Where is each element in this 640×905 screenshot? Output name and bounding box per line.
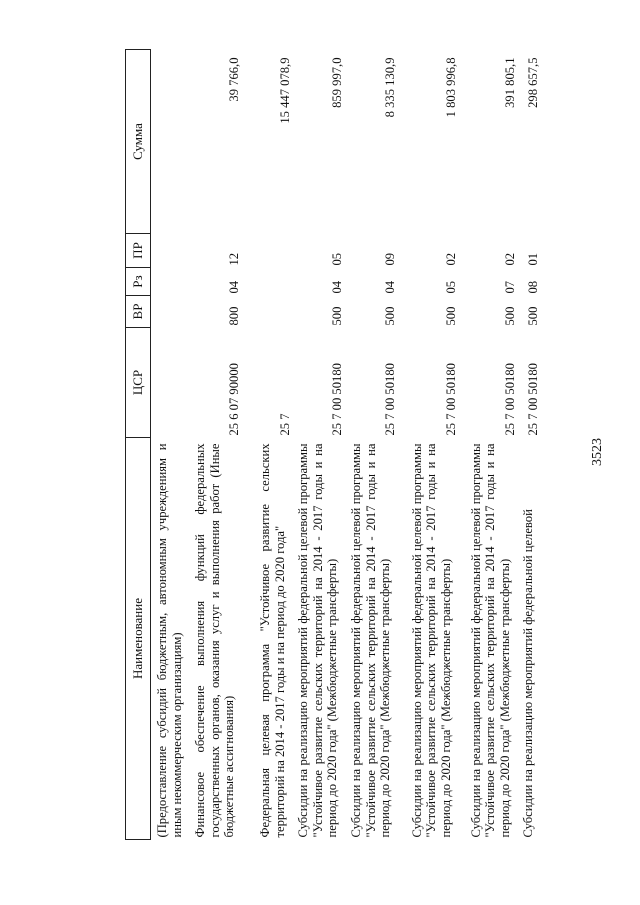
cell-rz: 08 <box>526 280 541 294</box>
cell-csr: 25 7 00 50180 <box>526 363 541 436</box>
cell-sum: 1 803 996,8 <box>443 57 458 118</box>
cell-vr: 500 <box>502 306 517 326</box>
cell-vr <box>151 296 190 328</box>
cell-csr: 25 7 <box>277 413 292 436</box>
cell-sum <box>151 50 190 234</box>
cell-vr: 500 <box>330 306 345 326</box>
row-spacer <box>398 50 406 840</box>
cell-name: Финансовое обеспечение выполнения функций федеральных государственных органов, оказания услуг и выполнения работ (Иные бюджетные ассигнования) <box>193 443 237 838</box>
header-row <box>126 50 151 840</box>
cell-vr: 500 <box>443 306 458 326</box>
table-header <box>126 50 151 840</box>
cell-sum: 298 657,5 <box>526 57 541 108</box>
cell-csr: 25 7 00 50180 <box>383 363 398 436</box>
header-sum: Сумма <box>126 50 151 234</box>
table-row <box>151 50 190 840</box>
budget-allocation-table <box>125 49 541 840</box>
header-csr: ЦСР <box>126 328 151 438</box>
table-row <box>254 50 292 840</box>
cell-rz: 04 <box>227 280 242 294</box>
cell-name: Субсидии на реализацию мероприятий федеральной целевой программы "Устойчивое развитие сельских территорий на 2014 - 2017 годы и на период до 2020 года" (Межбюджетные трансферты) <box>468 443 512 838</box>
header-name: Наименование <box>126 438 151 840</box>
cell-sum: 8 335 130,9 <box>383 57 398 118</box>
cell-rz: 07 <box>502 280 517 294</box>
header-pr: ПР <box>126 234 151 268</box>
cell-sum: 859 997,0 <box>330 57 345 108</box>
cell-pr: 02 <box>502 252 517 266</box>
table-row <box>292 50 345 840</box>
cell-pr: 02 <box>443 252 458 266</box>
budget-table-sheet <box>125 50 625 840</box>
row-spacer-cell <box>242 50 254 840</box>
cell-sum: 15 447 078,9 <box>277 57 292 124</box>
header-rz: Рз <box>126 268 151 296</box>
cell-pr <box>254 234 292 268</box>
cell-name: (Предоставление субсидий бюджетным, автономным учреждениям и иным некоммерческим организациям) <box>155 443 184 838</box>
cell-name: Федеральная целевая программа "Устойчивое развитие сельских территорий на 2014 - 2017 годы и на период до 2020 года" <box>257 443 287 838</box>
cell-name: Субсидии на реализацию мероприятий федеральной целевой программы "Устойчивое развитие сельских территорий на 2014 - 2017 годы и на период до 2020 года" (Межбюджетные трансферты) <box>348 443 393 838</box>
table-body <box>151 50 541 840</box>
table-row <box>345 50 398 840</box>
cell-rz <box>254 268 292 296</box>
cell-name: Субсидии на реализацию мероприятий федеральной целевой программы "Устойчивое развитие сельских территорий на 2014 - 2017 годы и на период до 2020 года" (Межбюджетные трансферты) <box>409 443 453 838</box>
cell-csr: 25 7 00 50180 <box>502 363 517 436</box>
table-row <box>406 50 459 840</box>
table-row <box>189 50 242 840</box>
header-vr: ВР <box>126 296 151 328</box>
row-spacer-cell <box>398 50 406 840</box>
cell-rz <box>151 268 190 296</box>
cell-pr: 09 <box>383 252 398 266</box>
cell-name: Субсидии на реализацию мероприятий федеральной целевой программы "Устойчивое развитие сельских территорий на 2014 - 2017 годы и на период до 2020 года" (Межбюджетные трансферты) <box>296 443 340 838</box>
row-spacer <box>242 50 254 840</box>
cell-csr: 25 6 07 90000 <box>227 363 242 436</box>
cell-csr: 25 7 00 50180 <box>330 363 345 436</box>
cell-pr: 05 <box>330 252 345 266</box>
cell-pr: 12 <box>227 252 242 266</box>
cell-vr: 500 <box>383 306 398 326</box>
cell-vr: 500 <box>526 306 541 326</box>
cell-sum: 39 766,0 <box>227 57 242 102</box>
table-row <box>465 50 518 840</box>
cell-rz: 04 <box>383 280 398 294</box>
cell-pr: 01 <box>526 252 541 266</box>
cell-vr: 800 <box>227 306 242 326</box>
table-row <box>517 50 541 840</box>
cell-csr <box>151 328 190 438</box>
cell-rz: 05 <box>443 280 458 294</box>
cell-csr: 25 7 00 50180 <box>443 363 458 436</box>
cell-vr <box>254 296 292 328</box>
cell-sum: 391 805,1 <box>502 57 517 108</box>
page-number: 3523 <box>590 438 605 466</box>
cell-name: Субсидии на реализацию мероприятий федеральной целевой <box>521 509 536 838</box>
cell-pr <box>151 234 190 268</box>
cell-rz: 04 <box>330 280 345 294</box>
